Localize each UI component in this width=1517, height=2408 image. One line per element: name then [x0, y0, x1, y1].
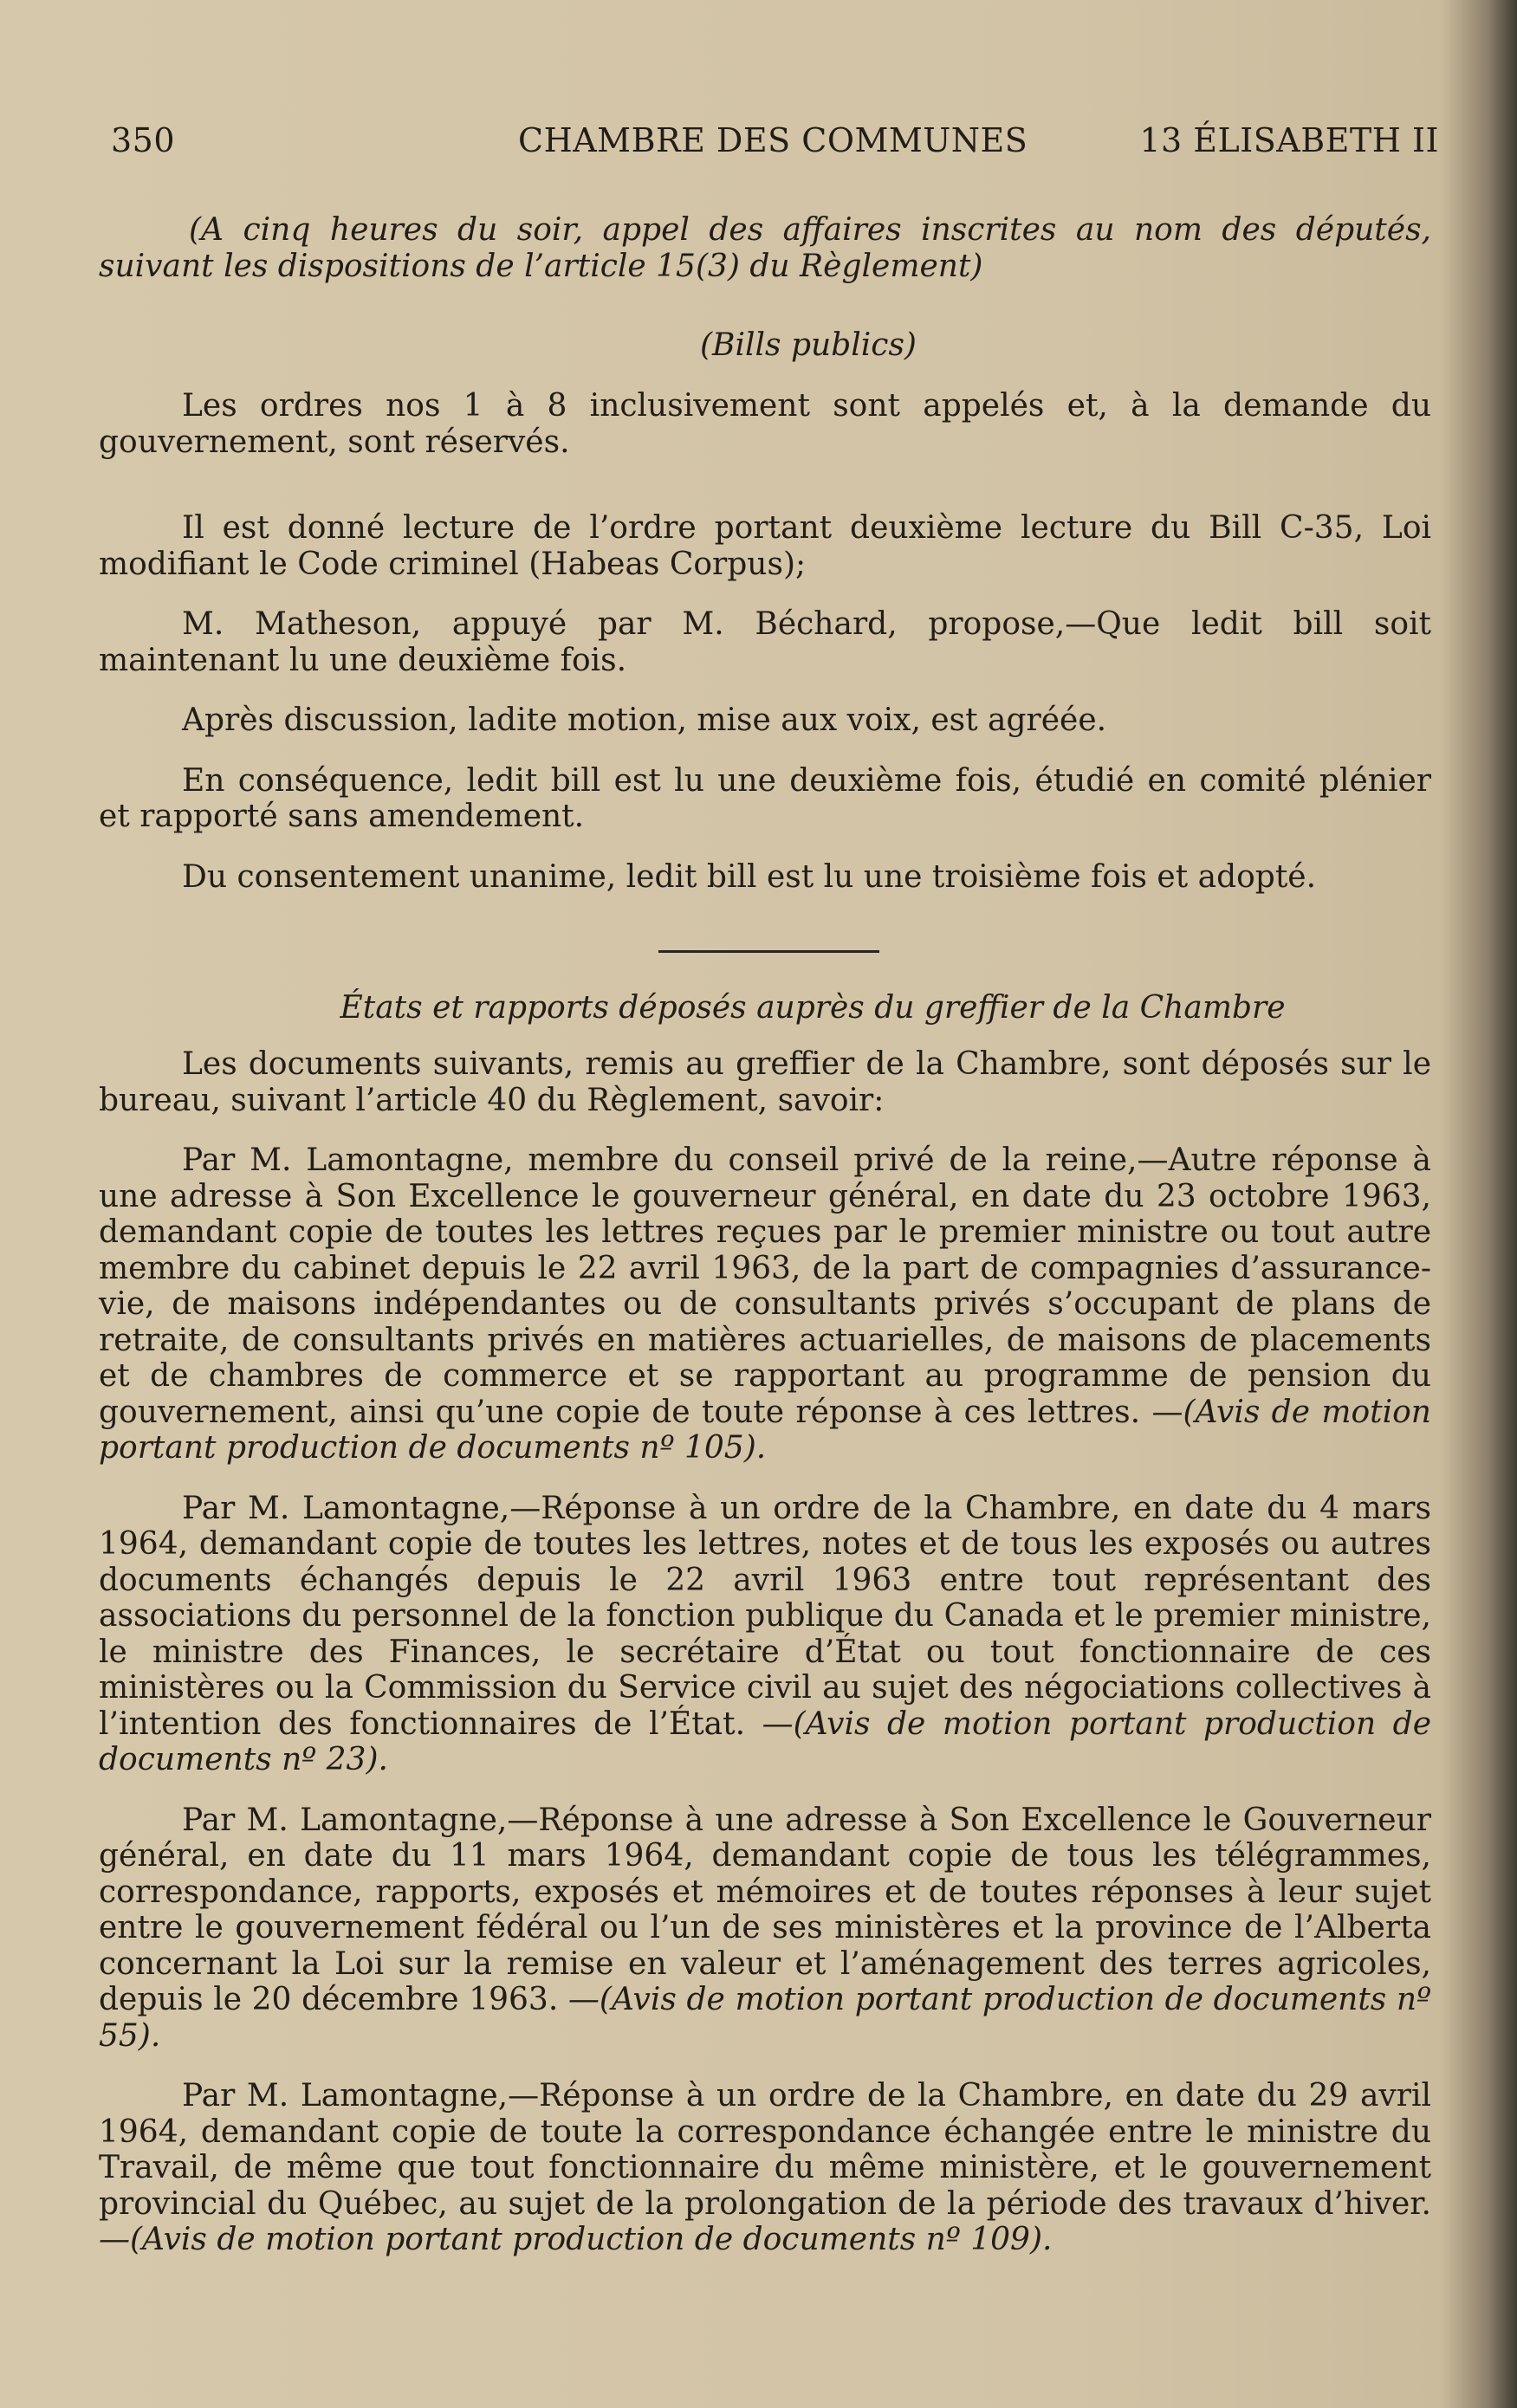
page-number: 350 [111, 121, 176, 159]
citation: —(Avis de motion portant production de documents nº 55). [99, 1982, 1431, 2054]
paragraph: Par M. Lamontagne,—Réponse à un ordre de la Chambre, en date du 4 mars 1964, demandant copie de toutes les lettres, notes et de tous les exposés ou autres documents échangés depuis le 22 avril 1963 entre tout représentant des associations du personnel de la fonction publique du Canada et le premier ministre, le ministre des Finances, le secrétaire d’État ou tout fonctionnaire de ces ministères ou la Commission du Service civil au sujet des négociations collectives à l’intention des fonctionnaires de l’État. —(Avis de motion portant production de documents nº 23). [99, 1490, 1431, 1777]
etats-heading-block [99, 990, 1431, 1026]
paragraph: Il est donné lecture de l’ordre portant deuxième lecture du Bill C-35, Loi modifiant le Code criminel (Habeas Corpus); [99, 510, 1431, 582]
paragraph: Du consentement unanime, ledit bill est lu une troisième fois et adopté. [182, 858, 1317, 895]
running-regnal-year: 13 ÉLISABETH II [1139, 121, 1439, 159]
section-heading-bills: (Bills publics) [700, 327, 917, 363]
intro-block [99, 212, 1431, 284]
paragraph: Par M. Lamontagne,—Réponse à une adresse à Son Excellence le Gouverneur général, en date du 11 mars 1964, demandant copie de tous les télégrammes, correspondance, rapports, exposés et mémoires et de toutes réponses à leur sujet entre le gouvernement fédéral ou l’un de ses ministères et la province de l’Alberta concernant la Loi sur la remise en valeur et l’aménagement des terres agricoles, depuis le 20 décembre 1963. —(Avis de motion portant production de documents nº 55). [99, 1802, 1431, 2054]
paragraph: Par M. Lamontagne,—Réponse à un ordre de la Chambre, en date du 29 avril 1964, demandant copie de toute la correspondance échangée entre le ministre du Travail, de même que tout fonctionnaire du même ministère, et le gouvernement provincial du Québec, au sujet de la prolongation de la période des travaux d’hiver. —(Avis de motion portant production de documents nº 109). [99, 2078, 1431, 2257]
citation: —(Avis de motion portant production de documents nº 109). [99, 2222, 1053, 2257]
documents-block [99, 1046, 1431, 2258]
section-heading-etats: États et rapports déposés auprès du greffier de la Chambre [340, 990, 1286, 1026]
paragraph: Les documents suivants, remis au greffier de la Chambre, sont déposés sur le bureau, suivant l’article 40 du Règlement, savoir: [99, 1046, 1431, 1118]
section-divider [658, 950, 879, 953]
page-header [111, 121, 1439, 165]
paragraph: Les ordres nos 1 à 8 inclusivement sont appelés et, à la demande du gouvernement, sont réservés. [99, 388, 1431, 460]
paragraph: Après discussion, ladite motion, mise aux voix, est agréée. [182, 702, 1107, 738]
citation: —(Avis de motion portant production de documents nº 105). [99, 1394, 1431, 1466]
citation: —(Avis de motion portant production de documents nº 23). [99, 1706, 1431, 1777]
orders-block [99, 388, 1431, 895]
paragraph: M. Matheson, appuyé par M. Béchard, propose,—Que ledit bill soit maintenant lu une deuxième fois. [99, 606, 1431, 678]
paragraph: Par M. Lamontagne, membre du conseil privé de la reine,—Autre réponse à une adresse à Son Excellence le gouverneur général, en date du 23 octobre 1963, demandant copie de toutes les lettres reçues par le premier ministre ou tout autre membre du cabinet depuis le 22 avril 1963, de la part de compagnies d’assurance-vie, de maisons indépendantes ou de consultants privés s’occupant de plans de retraite, de consultants privés en matières actuarielles, de maisons de placements et de chambres de commerce et se rapportant au programme de pension du gouvernement, ainsi qu’une copie de toute réponse à ces lettres. —(Avis de motion portant production de documents nº 105). [99, 1143, 1431, 1466]
paragraph: En conséquence, ledit bill est lu une deuxième fois, étudié en comité plénier et rapporté sans amendement. [99, 762, 1431, 834]
running-title: CHAMBRE DES COMMUNES [518, 121, 1028, 159]
bills-heading-block [99, 327, 1431, 364]
sitting-intro: (A cinq heures du soir, appel des affaires inscrites au nom des députés, suivant les dispositions de l’article 15(3) du Règlement) [99, 212, 1431, 284]
